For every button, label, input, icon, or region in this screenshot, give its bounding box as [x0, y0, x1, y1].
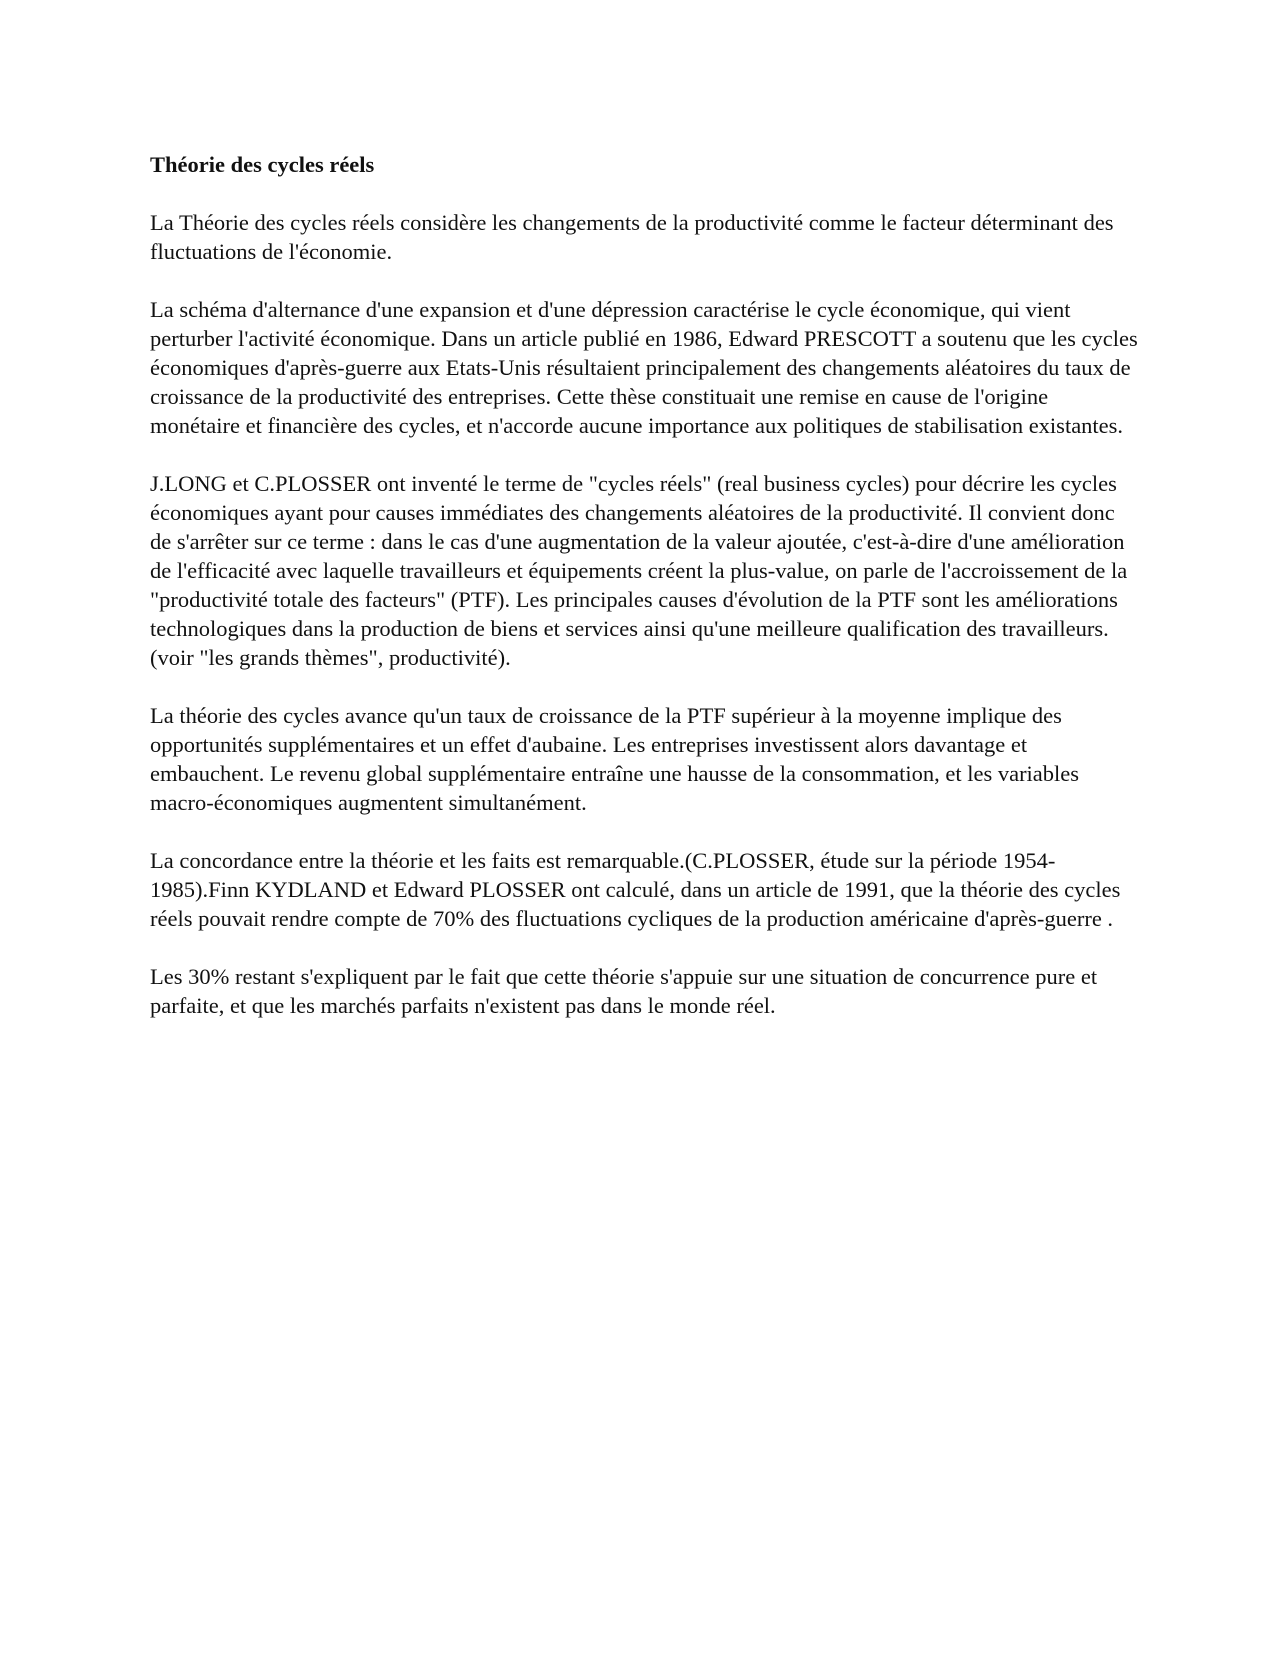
document-body: [150, 150, 1140, 1020]
paragraph-theory-mechanism: La théorie des cycles avance qu'un taux de croissance de la PTF supérieur à la moyenne implique des opportunités supplémentaires et un effet d'aubaine. Les entreprises investissent alors davantage et embauchent. Le revenu global supplémentaire entraîne une hausse de la consommation, et les variables macro-économiques augmentent simultanément.: [150, 703, 1080, 815]
paragraph-limitations: Les 30% restant s'expliquent par le fait que cette théorie s'appuie sur une situation de concurrence pure et parfaite, et que les marchés parfaits n'existent pas dans le monde réel.: [150, 964, 1098, 1018]
paragraph-prescott: La schéma d'alternance d'une expansion et d'une dépression caractérise le cycle économique, qui vient perturber l'activité économique. Dans un article publié en 1986, Edward PRESCOTT a soutenu que les cycles économiques d'après-guerre aux Etats-Unis résultaient principalement des changements aléatoires du taux de croissance de la productivité des entreprises. Cette thèse constituait une remise en cause de l'origine monétaire et financière des cycles, et n'accorde aucune importance aux politiques de stabilisation existantes.: [150, 297, 1138, 438]
paragraph-intro: La Théorie des cycles réels considère les changements de la productivité comme le facteur déterminant des fluctuations de l'économie.: [150, 210, 1114, 264]
paragraph-empirical-results: La concordance entre la théorie et les faits est remarquable.(C.PLOSSER, étude sur la période 1954-1985).Finn KYDLAND et Edward PLOSSER ont calculé, dans un article de 1991, que la théorie des cycles réels pouvait rendre compte de 70% des fluctuations cycliques de la production américaine d'après-guerre .: [150, 848, 1121, 931]
document-title: Théorie des cycles réels: [150, 152, 375, 177]
paragraph-long-plosser: J.LONG et C.PLOSSER ont inventé le terme de "cycles réels" (real business cycles) pour décrire les cycles économiques ayant pour causes immédiates des changements aléatoires de la productivité. Il convient donc de s'arrêter sur ce terme : dans le cas d'une augmentation de la valeur ajoutée, c'est-à-dire d'une amélioration de l'efficacité avec laquelle travailleurs et équipements créent la plus-value, on parle de l'accroissement de la "productivité totale des facteurs" (PTF). Les principales causes d'évolution de la PTF sont les améliorations technologiques dans la production de biens et services ainsi qu'une meilleure qualification des travailleurs.(voir "les grands thèmes", productivité).: [150, 471, 1128, 670]
